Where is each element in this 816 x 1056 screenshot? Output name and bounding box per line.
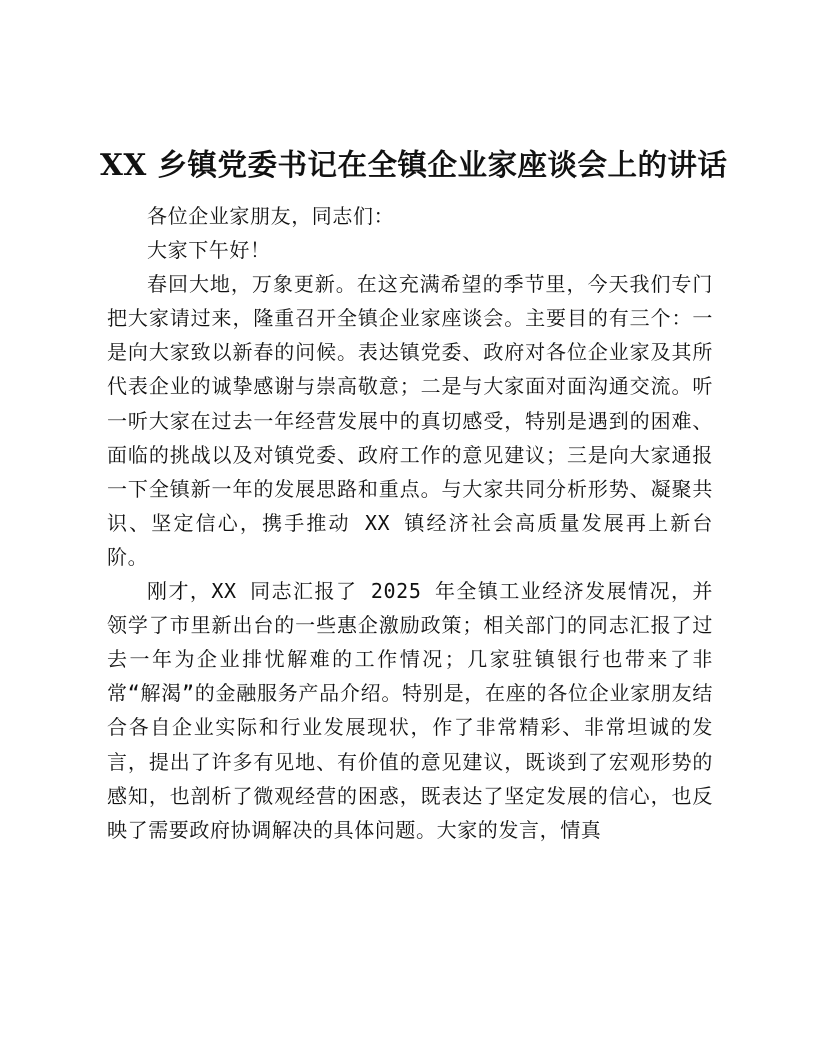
- body-paragraph: 刚才，XX 同志汇报了 2025 年全镇工业经济发展情况，并领学了市里新出台的一些惠企激励政策；相关部门的同志汇报了过去一年为企业排忧解难的工作情况；几家驻镇银行也带来了非常“解渴”的金融服务产品介绍。特别是，在座的各位企业家朋友结合各自企业实际和行业发展现状，作了非常精彩、非常坦诚的发言，提出了许多有见地、有价值的意见建议，既谈到了宏观形势的感知，也剖析了微观经营的困惑，既表达了坚定发展的信心，也反映了需要政府协调解决的具体问题。大家的发言，情真: [107, 579, 713, 842]
- body-paragraph: 春回大地，万象更新。在这充满希望的季节里，今天我们专门把大家请过来，隆重召开全镇企业家座谈会。主要目的有三个：一是向大家致以新春的问候。表达镇党委、政府对各位企业家及其所代表企业的诚挚感谢与崇高敬意；二是与大家面对面沟通交流。听一听大家在过去一年经营发展中的真切感受，特别是遇到的困难、面临的挑战以及对镇党委、政府工作的意见建议；三是向大家通报一下全镇新一年的发展思路和重点。与大家共同分析形势、凝聚共识、坚定信心，携手推动 XX 镇经济社会高质量发展再上新台阶。: [107, 272, 713, 569]
- greeting: 大家下午好！: [147, 238, 271, 263]
- salutation: 各位企业家朋友，同志们：: [147, 204, 395, 228]
- document-title: XX 乡镇党委书记在全镇企业家座谈会上的讲话: [100, 147, 728, 182]
- document-body: [107, 199, 713, 847]
